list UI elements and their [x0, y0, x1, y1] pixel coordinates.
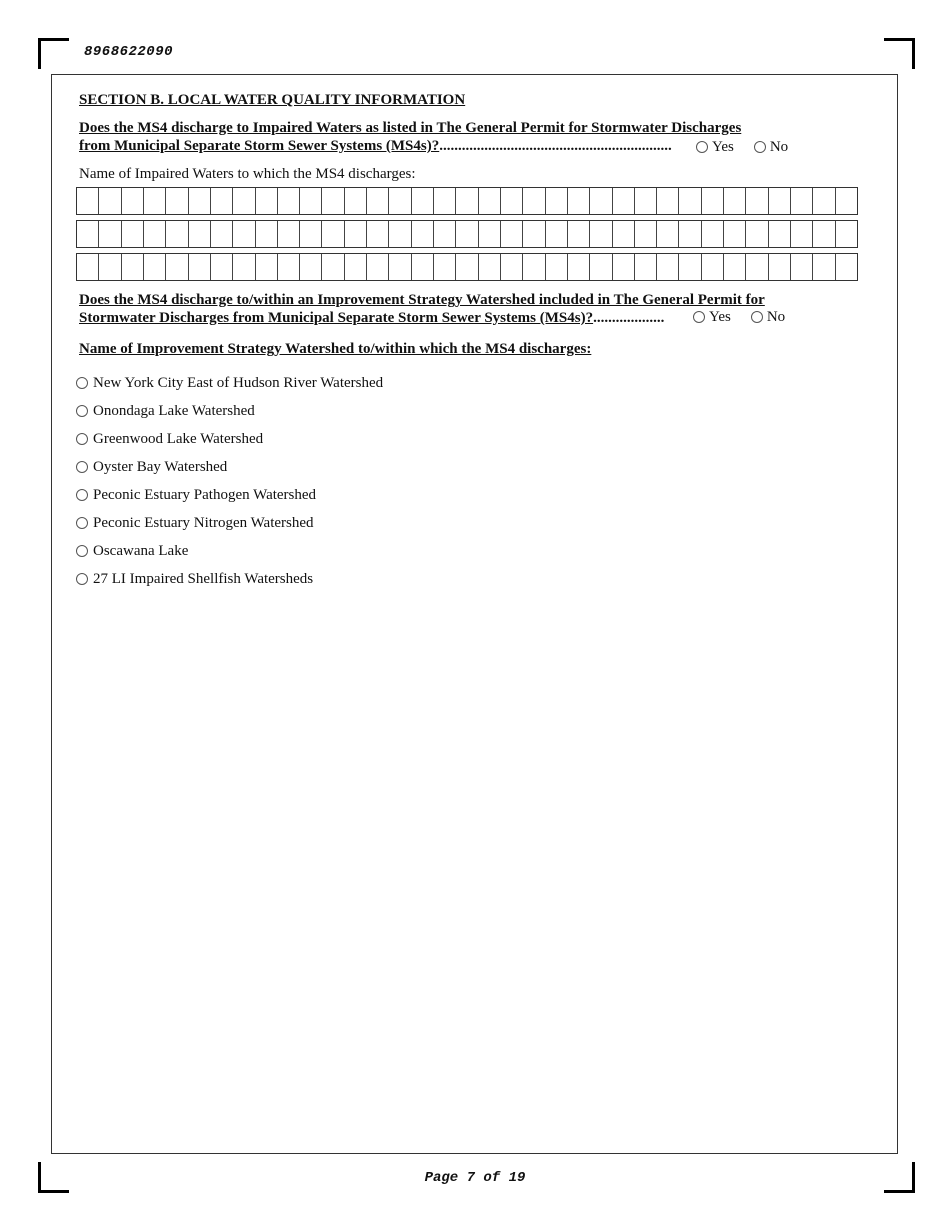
character-cell[interactable]	[143, 188, 165, 214]
character-cell[interactable]	[745, 254, 767, 280]
character-cell[interactable]	[77, 221, 98, 247]
yes-option[interactable]	[696, 139, 734, 156]
character-cell[interactable]	[433, 221, 455, 247]
watershed-option-label: 27 LI Impaired Shellfish Watersheds	[93, 571, 314, 587]
character-cell[interactable]	[277, 254, 299, 280]
character-cell[interactable]	[232, 254, 254, 280]
no-option[interactable]	[754, 139, 788, 156]
character-cell[interactable]	[567, 221, 589, 247]
character-cell[interactable]	[835, 188, 857, 214]
character-cell[interactable]	[589, 188, 611, 214]
character-cell[interactable]	[188, 254, 210, 280]
character-cell[interactable]	[277, 188, 299, 214]
character-cell[interactable]	[612, 188, 634, 214]
character-cell[interactable]	[188, 221, 210, 247]
question-text-line2: from Municipal Separate Storm Sewer Systems (MS4s)?	[79, 138, 440, 154]
character-cell[interactable]	[545, 221, 567, 247]
character-cell[interactable]	[143, 221, 165, 247]
watershed-option[interactable]	[76, 570, 383, 598]
character-cell[interactable]	[612, 221, 634, 247]
radio-circle-icon[interactable]	[693, 311, 705, 323]
radio-circle-icon[interactable]	[76, 545, 88, 557]
radio-circle-icon[interactable]	[76, 517, 88, 529]
character-cell[interactable]	[522, 188, 544, 214]
leader-dots: ...................	[593, 310, 665, 326]
leader-dots: ..............................................................	[439, 138, 672, 154]
character-cell[interactable]	[455, 254, 477, 280]
character-cell[interactable]	[388, 221, 410, 247]
character-cell[interactable]	[344, 254, 366, 280]
character-cell[interactable]	[210, 188, 232, 214]
character-cell[interactable]	[723, 188, 745, 214]
character-cell[interactable]	[768, 188, 790, 214]
character-cell[interactable]	[545, 254, 567, 280]
radio-circle-icon[interactable]	[76, 489, 88, 501]
character-cell[interactable]	[500, 188, 522, 214]
character-cell[interactable]	[388, 188, 410, 214]
question-text-line2: Stormwater Discharges from Municipal Separate Storm Sewer Systems (MS4s)?	[79, 310, 594, 326]
character-cell[interactable]	[678, 254, 700, 280]
watershed-option[interactable]	[76, 402, 383, 430]
character-cell[interactable]	[299, 221, 321, 247]
character-cell[interactable]	[299, 254, 321, 280]
character-cell[interactable]	[678, 188, 700, 214]
character-cell[interactable]	[165, 254, 187, 280]
character-cell[interactable]	[812, 254, 834, 280]
watershed-option[interactable]	[76, 458, 383, 486]
character-cell[interactable]	[701, 254, 723, 280]
character-cell[interactable]	[589, 254, 611, 280]
no-option[interactable]	[751, 309, 785, 326]
character-cell[interactable]	[411, 254, 433, 280]
character-cell[interactable]	[121, 188, 143, 214]
character-cell[interactable]	[634, 254, 656, 280]
impaired-waters-label: Name of Impaired Waters to which the MS4 discharges:	[79, 166, 416, 182]
impaired-waters-radio-group	[696, 139, 788, 156]
character-cell[interactable]	[188, 188, 210, 214]
character-cell[interactable]	[656, 221, 678, 247]
character-cell[interactable]	[478, 221, 500, 247]
character-cell[interactable]	[321, 254, 343, 280]
watershed-option-label: Peconic Estuary Nitrogen Watershed	[93, 515, 314, 531]
character-cell[interactable]	[790, 221, 812, 247]
radio-circle-icon[interactable]	[76, 461, 88, 473]
character-cell[interactable]	[634, 221, 656, 247]
watershed-option[interactable]	[76, 430, 383, 458]
watershed-options-list	[76, 374, 383, 598]
character-cell[interactable]	[165, 188, 187, 214]
character-cell[interactable]	[500, 254, 522, 280]
character-cell[interactable]	[723, 221, 745, 247]
character-cell[interactable]	[411, 221, 433, 247]
character-cell[interactable]	[656, 188, 678, 214]
watershed-option-label: Onondaga Lake Watershed	[93, 403, 255, 419]
watershed-option[interactable]	[76, 486, 383, 514]
character-cell[interactable]	[77, 188, 98, 214]
character-cell[interactable]	[255, 254, 277, 280]
watershed-list-title: Name of Improvement Strategy Watershed to/within which the MS4 discharges:	[79, 341, 592, 357]
impaired-waters-entry-row-2[interactable]	[76, 220, 858, 248]
yes-label: Yes	[712, 139, 734, 155]
character-cell[interactable]	[790, 254, 812, 280]
character-cell[interactable]	[321, 221, 343, 247]
character-cell[interactable]	[745, 221, 767, 247]
character-cell[interactable]	[835, 254, 857, 280]
character-cell[interactable]	[545, 188, 567, 214]
character-cell[interactable]	[98, 221, 120, 247]
no-label: No	[769, 139, 789, 155]
character-cell[interactable]	[745, 188, 767, 214]
character-cell[interactable]	[478, 188, 500, 214]
character-cell[interactable]	[344, 188, 366, 214]
character-cell[interactable]	[366, 254, 388, 280]
character-cell[interactable]	[121, 254, 143, 280]
radio-circle-icon[interactable]	[751, 311, 763, 323]
character-cell[interactable]	[812, 188, 834, 214]
character-cell[interactable]	[210, 221, 232, 247]
watershed-option-label: New York City East of Hudson River Watershed	[93, 375, 384, 391]
character-cell[interactable]	[98, 254, 120, 280]
no-label: No	[766, 309, 786, 325]
character-cell[interactable]	[344, 221, 366, 247]
character-cell[interactable]	[98, 188, 120, 214]
character-cell[interactable]	[411, 188, 433, 214]
radio-circle-icon[interactable]	[76, 377, 88, 389]
character-cell[interactable]	[143, 254, 165, 280]
character-cell[interactable]	[612, 254, 634, 280]
character-cell[interactable]	[634, 188, 656, 214]
character-cell[interactable]	[321, 188, 343, 214]
watershed-option-label: Peconic Estuary Pathogen Watershed	[93, 487, 317, 503]
character-cell[interactable]	[366, 221, 388, 247]
character-cell[interactable]	[232, 221, 254, 247]
character-cell[interactable]	[701, 188, 723, 214]
page-number: Page 7 of 19	[424, 1170, 526, 1186]
yes-option[interactable]	[693, 309, 731, 326]
character-cell[interactable]	[165, 221, 187, 247]
character-cell[interactable]	[433, 188, 455, 214]
form-id: 8968622090	[84, 44, 174, 60]
radio-circle-icon[interactable]	[76, 573, 88, 585]
character-cell[interactable]	[455, 221, 477, 247]
character-cell[interactable]	[210, 254, 232, 280]
character-cell[interactable]	[500, 221, 522, 247]
section-title: SECTION B. LOCAL WATER QUALITY INFORMATION	[79, 92, 466, 108]
character-cell[interactable]	[567, 188, 589, 214]
watershed-option[interactable]	[76, 542, 383, 570]
character-cell[interactable]	[522, 254, 544, 280]
character-cell[interactable]	[678, 221, 700, 247]
character-cell[interactable]	[255, 188, 277, 214]
character-cell[interactable]	[723, 254, 745, 280]
watershed-option[interactable]	[76, 374, 383, 402]
character-cell[interactable]	[478, 254, 500, 280]
character-cell[interactable]	[790, 188, 812, 214]
corner-mark-top-left	[38, 38, 69, 69]
impaired-waters-entry-row-3[interactable]	[76, 253, 858, 281]
character-cell[interactable]	[522, 221, 544, 247]
corner-mark-top-right	[884, 38, 915, 69]
question-text-line1: Does the MS4 discharge to Impaired Waters as listed in The General Permit for Stormwater Discharges	[79, 120, 742, 136]
watershed-option-label: Oyster Bay Watershed	[93, 459, 228, 475]
character-cell[interactable]	[812, 221, 834, 247]
character-cell[interactable]	[768, 221, 790, 247]
yes-label: Yes	[709, 309, 731, 325]
watershed-option-label: Oscawana Lake	[93, 543, 189, 559]
radio-circle-icon[interactable]	[754, 141, 766, 153]
radio-circle-icon[interactable]	[696, 141, 708, 153]
radio-circle-icon[interactable]	[76, 433, 88, 445]
character-cell[interactable]	[366, 188, 388, 214]
improvement-strategy-radio-group	[693, 309, 785, 326]
character-cell[interactable]	[656, 254, 678, 280]
character-cell[interactable]	[589, 221, 611, 247]
character-cell[interactable]	[701, 221, 723, 247]
character-cell[interactable]	[388, 254, 410, 280]
character-cell[interactable]	[433, 254, 455, 280]
watershed-option[interactable]	[76, 514, 383, 542]
character-cell[interactable]	[77, 254, 98, 280]
character-cell[interactable]	[299, 188, 321, 214]
impaired-waters-entry-row-1[interactable]	[76, 187, 858, 215]
watershed-option-label: Greenwood Lake Watershed	[93, 431, 264, 447]
character-cell[interactable]	[255, 221, 277, 247]
character-cell[interactable]	[121, 221, 143, 247]
character-cell[interactable]	[567, 254, 589, 280]
character-cell[interactable]	[768, 254, 790, 280]
character-cell[interactable]	[835, 221, 857, 247]
character-cell[interactable]	[277, 221, 299, 247]
radio-circle-icon[interactable]	[76, 405, 88, 417]
question-text-line1: Does the MS4 discharge to/within an Improvement Strategy Watershed included in The General Permit for	[79, 292, 765, 308]
character-cell[interactable]	[232, 188, 254, 214]
character-cell[interactable]	[455, 188, 477, 214]
